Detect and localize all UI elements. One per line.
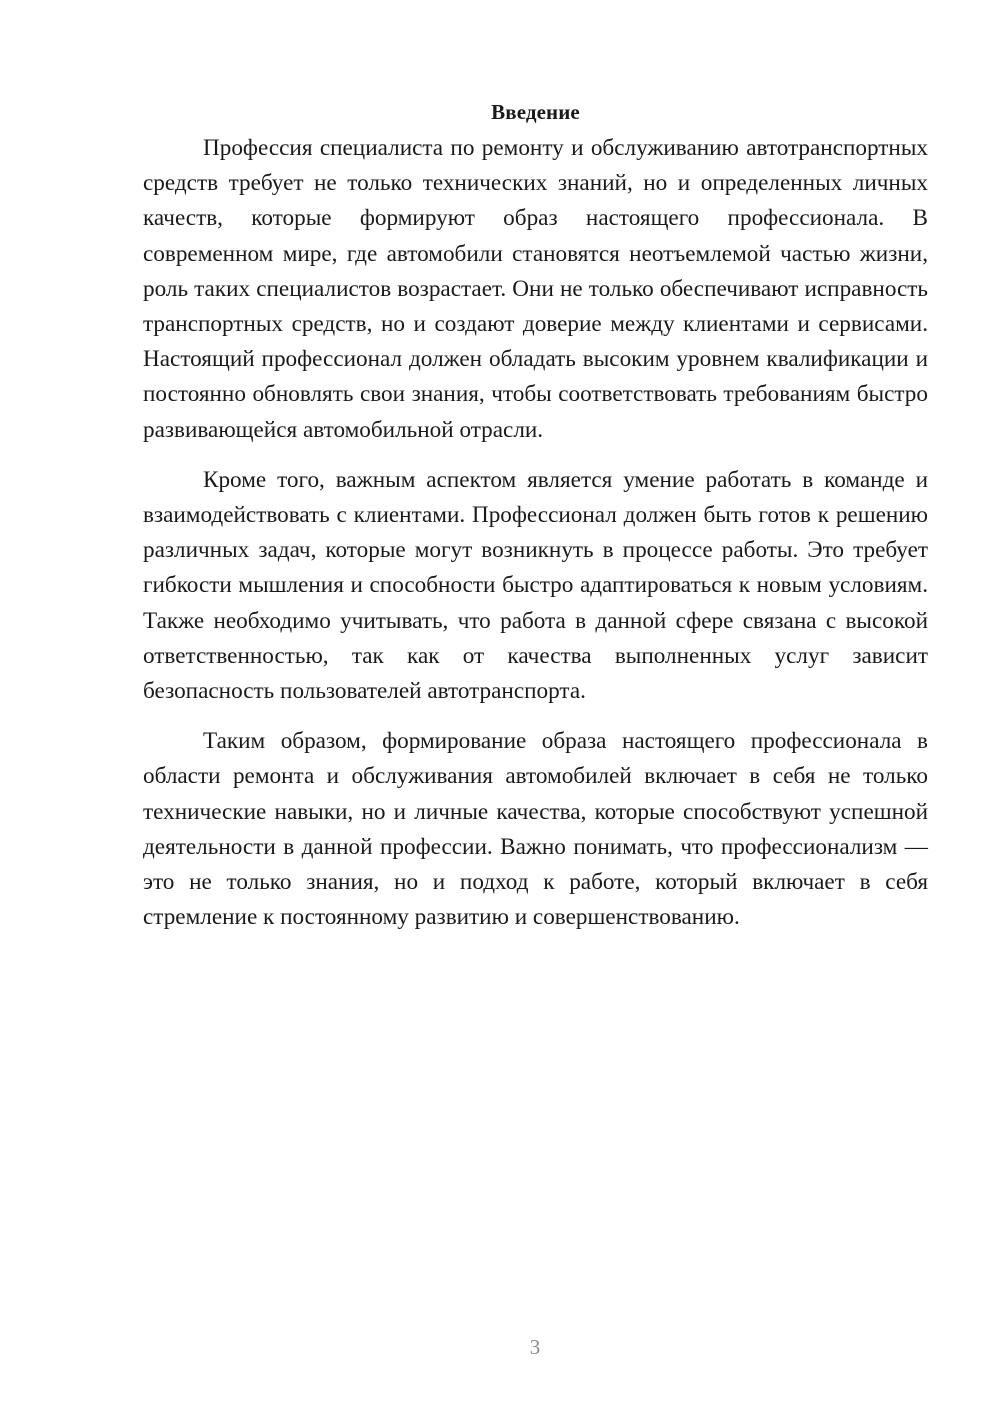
section-title: Введение bbox=[491, 100, 580, 124]
paragraph-1: Профессия специалиста по ремонту и обслуживанию автотранспортных средств требует не только технических знаний, но и определенных личных качеств, которые формируют образ настоящего профессионала. В современном мире, где автомобили становятся неотъемлемой частью жизни, роль таких специалистов возрастает. Они не только обеспечивают исправность транспортных средств, но и создают доверие между клиентами и сервисами. Настоящий профессионал должен обладать высоким уровнем квалификации и постоянно обновлять свои знания, чтобы соответствовать требованиям быстро развивающейся автомобильной отрасли. bbox=[143, 135, 928, 443]
page-number: 3 bbox=[529, 1335, 541, 1359]
page-content bbox=[143, 96, 928, 950]
paragraph-2: Кроме того, важным аспектом является умение работать в команде и взаимодействовать с клиентами. Профессионал должен быть готов к решению различных задач, которые могут возникнуть в процессе работы. Это требует гибкости мышления и способности быстро адаптироваться к новым условиям. Также необходимо учитывать, что работа в данной сфере связана с высокой ответственностью, так как от качества выполненных услуг зависит безопасность пользователей автотранспорта. bbox=[143, 466, 928, 705]
paragraph-3: Таким образом, формирование образа настоящего профессионала в области ремонта и обслуживания автомобилей включает в себя не только технические навыки, но и личные качества, которые способствуют успешной деятельности в данной профессии. Важно понимать, что профессионализм — это не только знания, но и подход к работе, который включает в себя стремление к постоянному развитию и совершенствованию. bbox=[143, 728, 928, 931]
